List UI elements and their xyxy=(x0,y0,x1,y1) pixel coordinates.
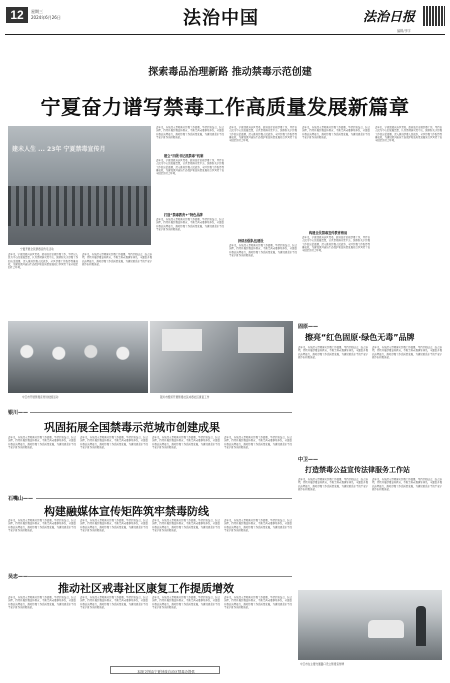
qr-code-icon xyxy=(423,6,445,26)
lead-body-col3b: 近年来，宁夏回族自治区党委、政府高度重视禁毒工作，坚持以人民为中心的发展思想，认真贯彻落实党中央、国务院关于禁毒工作的决策部署，深入推进禁毒人民战争，全区禁毒工作取得显著成效，为建设黄河流域生态保护和高质量发展先行区营造了安全稳定的社会环境。 xyxy=(156,159,224,176)
lead-subhead-1: 建立“四级书记抓禁毒”机制 xyxy=(164,154,204,158)
lead-body-col3c: 近年来，各地深入贯彻落实禁毒工作部署，坚持打防结合、综合治理，持续开展禁毒宣传教育，不断完善戒毒康复体系，全面提升毒品治理能力，推动禁毒工作高质量发展，为建设更高水平的平安宁夏作出积极贡献。 xyxy=(156,218,224,231)
region-label-yinchuan: 银川—— xyxy=(8,410,29,416)
lead-body-col5b: 近年来，宁夏回族自治区党委、政府高度重视禁毒工作，坚持以人民为中心的发展思想，认真贯彻落实党中央、国务院关于禁毒工作的决策部署，深入推进禁毒人民战争，全区禁毒工作取得显著成效，为建设黄河流域生态保护和高质量发展先行区营造了安全稳定的社会环境。 xyxy=(302,236,370,253)
header-rule xyxy=(5,34,445,35)
lead-body-col4b: 近年来，各地深入贯彻落实禁毒工作部署，坚持打防结合、综合治理，持续开展禁毒宣传教育，不断完善戒毒康复体系，全面提升毒品治理能力，推动禁毒工作高质量发展，为建设更高水平的平安宁夏作出积极贡献。 xyxy=(229,244,297,257)
article-body-guyuan-2: 近年来，各地深入贯彻落实禁毒工作部署，坚持打防结合、综合治理，持续开展禁毒宣传教育，不断完善戒毒康复体系，全面提升毒品治理能力，推动禁毒工作高质量发展，为建设更高水平的平安宁夏作出积极贡献。 xyxy=(372,346,442,359)
car-shape xyxy=(368,620,404,638)
article-body-shizuishan-1: 近年来，各地深入贯彻落实禁毒工作部署，坚持打防结合、综合治理，持续开展禁毒宣传教育，不断完善戒毒康复体系，全面提升毒品治理能力，推动禁毒工作高质量发展，为建设更高水平的平安宁夏作出积极贡献。 xyxy=(8,519,76,532)
article-body-guyuan-1: 近年来，各地深入贯彻落实禁毒工作部署，坚持打防结合、综合治理，持续开展禁毒宣传教育，不断完善戒毒康复体系，全面提升毒品治理能力，推动禁毒工作高质量发展，为建设更高水平的平安宁夏作出积极贡献。 xyxy=(298,346,368,359)
article-body-wuzhong-1: 近年来，各地深入贯彻落实禁毒工作部署，坚持打防结合、综合治理，持续开展禁毒宣传教育，不断完善戒毒康复体系，全面提升毒品治理能力，推动禁毒工作高质量发展，为建设更高水平的平安宁夏作出积极贡献。 xyxy=(8,596,76,609)
weekday: 星期三 xyxy=(31,9,43,14)
region-label-shizuishan: 石嘴山—— xyxy=(8,496,34,502)
article-body-yinchuan-4: 近年来，各地深入贯彻落实禁毒工作部署，坚持打防结合、综合治理，持续开展禁毒宣传教育，不断完善戒毒康复体系，全面提升毒品治理能力，推动禁毒工作高质量发展，为建设更高水平的平安宁夏作出积极贡献。 xyxy=(224,436,292,449)
article-title-zhongwei: 打造禁毒公益宣传法律服务工作站 xyxy=(305,466,410,474)
article-body-wuzhong-2: 近年来，各地深入贯彻落实禁毒工作部署，坚持打防结合、综合治理，持续开展禁毒宣传教育，不断完善戒毒康复体系，全面提升毒品治理能力，推动禁毒工作高质量发展，为建设更高水平的平安宁夏作出积极贡献。 xyxy=(80,596,148,609)
photo-left xyxy=(8,321,148,393)
article-body-wuzhong-4: 近年来，各地深入贯彻落实禁毒工作部署，坚持打防结合、综合治理，持续开展禁毒宣传教育，不断完善戒毒康复体系，全面提升毒品治理能力，推动禁毒工作高质量发展，为建设更高水平的平安宁夏作出积极贡献。 xyxy=(224,596,292,609)
article-rule-3 xyxy=(28,576,292,577)
lead-subhead-3: 持续加强队伍建设 xyxy=(238,239,264,243)
lead-headline: 宁夏奋力谱写禁毒工作高质量发展新篇章 xyxy=(40,95,410,119)
article-body-shizuishan-2: 近年来，各地深入贯彻落实禁毒工作部署，坚持打防结合、综合治理，持续开展禁毒宣传教育，不断完善戒毒康复体系，全面提升毒品治理能力，推动禁毒工作高质量发展，为建设更高水平的平安宁夏作出积极贡献。 xyxy=(80,519,148,532)
lead-subhead-2: 打造“禁毒教育+”特色品牌 xyxy=(164,213,203,217)
page-number: 12 xyxy=(6,7,28,23)
lead-photo xyxy=(8,126,151,245)
article-rule-2 xyxy=(36,498,292,499)
lead-photo-caption: 宁夏开展全民禁毒宣传月活动 xyxy=(20,248,54,251)
lead-body-col2: 近年来，各地深入贯彻落实禁毒工作部署，坚持打防结合、综合治理，持续开展禁毒宣传教育，不断完善戒毒康复体系，全面提升毒品治理能力，推动禁毒工作高质量发展，为建设更高水平的平安宁夏作出积极贡献。 xyxy=(82,253,152,266)
article-body-shizuishan-3: 近年来，各地深入贯彻落实禁毒工作部署，坚持打防结合、综合治理，持续开展禁毒宣传教育，不断完善戒毒康复体系，全面提升毒品治理能力，推动禁毒工作高质量发展，为建设更高水平的平安宁夏作出积极贡献。 xyxy=(152,519,220,532)
footer-box xyxy=(110,666,220,674)
lead-subhead-4: 构建全民禁毒宣传教育格局 xyxy=(309,231,348,235)
article-title-yinchuan: 巩固拓展全国禁毒示范城市创建成果 xyxy=(44,421,220,434)
article-rule xyxy=(30,412,292,413)
lead-body-col6: 近年来，宁夏回族自治区党委、政府高度重视禁毒工作，坚持以人民为中心的发展思想，认真贯彻落实党中央、国务院关于禁毒工作的决策部署，深入推进禁毒人民战争，全区禁毒工作取得显著成效，为建设黄河流域生态保护和高质量发展先行区营造了安全稳定的社会环境。 xyxy=(375,126,442,143)
region-label-zhongwei: 中卫—— xyxy=(298,457,319,463)
photo-banner: 建未人生 ... 23年 宁夏禁毒宣传月 xyxy=(12,146,106,153)
crowd-shape xyxy=(8,186,151,226)
bottom-photo-caption: 中卫市在主要交通路口设立禁毒宣传牌 xyxy=(300,663,345,666)
masthead-header xyxy=(5,6,445,40)
article-body-yinchuan-2: 近年来，各地深入贯彻落实禁毒工作部署，坚持打防结合、综合治理，持续开展禁毒宣传教育，不断完善戒毒康复体系，全面提升毒品治理能力，推动禁毒工作高质量发展，为建设更高水平的平安宁夏作出积极贡献。 xyxy=(80,436,148,449)
section-title: 法治中国 xyxy=(183,8,259,29)
screen-shape xyxy=(162,329,202,351)
article-body-zhongwei-2: 近年来，各地深入贯彻落实禁毒工作部署，坚持打防结合、综合治理，持续开展禁毒宣传教育，不断完善戒毒康复体系，全面提升毒品治理能力，推动禁毒工作高质量发展，为建设更高水平的平安宁夏作出积极贡献。 xyxy=(372,478,442,491)
region-label-guyuan: 固原—— xyxy=(298,324,319,330)
lead-body-col1: 近年来，宁夏回族自治区党委、政府高度重视禁毒工作，坚持以人民为中心的发展思想，认真贯彻落实党中央、国务院关于禁毒工作的决策部署，深入推进禁毒人民战争，全区禁毒工作取得显著成效，为建设黄河流域生态保护和高质量发展先行区营造了安全稳定的社会环境。 xyxy=(8,253,78,270)
region-label-wuzhong: 吴忠—— xyxy=(8,574,29,580)
lead-body-col4: 近年来，宁夏回族自治区党委、政府高度重视禁毒工作，坚持以人民为中心的发展思想，认真贯彻落实党中央、国务院关于禁毒工作的决策部署，深入推进禁毒人民战争，全区禁毒工作取得显著成效，为建设黄河流域生态保护和高质量发展先行区营造了安全稳定的社会环境。 xyxy=(229,126,297,143)
photo-right-caption: 银川市组织开展禁毒社区戒毒社区康复工作 xyxy=(160,396,210,399)
lead-kicker: 探索毒品治理新路 推动禁毒示范创建 xyxy=(148,67,312,78)
article-body-zhongwei-1: 近年来，各地深入贯彻落实禁毒工作部署，坚持打防结合、综合治理，持续开展禁毒宣传教育，不断完善戒毒康复体系，全面提升毒品治理能力，推动禁毒工作高质量发展，为建设更高水平的平安宁夏作出积极贡献。 xyxy=(298,478,368,491)
issue-date: 2024年6月26日 xyxy=(31,15,61,20)
article-body-wuzhong-3: 近年来，各地深入贯彻落实禁毒工作部署，坚持打防结合、综合治理，持续开展禁毒宣传教育，不断完善戒毒康复体系，全面提升毒品治理能力，推动禁毒工作高质量发展，为建设更高水平的平安宁夏作出积极贡献。 xyxy=(152,596,220,609)
article-title-shizuishan: 构建融媒体宣传矩阵筑牢禁毒防线 xyxy=(44,505,209,518)
person-shape xyxy=(416,606,426,646)
photo-right xyxy=(150,321,293,393)
article-title-wuzhong: 推动社区戒毒社区康复工作提质增效 xyxy=(58,582,234,595)
lead-body-col3: 近年来，各地深入贯彻落实禁毒工作部署，坚持打防结合、综合治理，持续开展禁毒宣传教育，不断完善戒毒康复体系，全面提升毒品治理能力，推动禁毒工作高质量发展，为建设更高水平的平安宁夏作出积极贡献。 xyxy=(156,126,224,139)
article-body-yinchuan-3: 近年来，各地深入贯彻落实禁毒工作部署，坚持打防结合、综合治理，持续开展禁毒宣传教育，不断完善戒毒康复体系，全面提升毒品治理能力，推动禁毒工作高质量发展，为建设更高水平的平安宁夏作出积极贡献。 xyxy=(152,436,220,449)
article-body-yinchuan-1: 近年来，各地深入贯彻落实禁毒工作部署，坚持打防结合、综合治理，持续开展禁毒宣传教育，不断完善戒毒康复体系，全面提升毒品治理能力，推动禁毒工作高质量发展，为建设更高水平的平安宁夏作出积极贡献。 xyxy=(8,436,76,449)
editor-line: 编辑/李宇 xyxy=(397,29,411,33)
article-body-shizuishan-4: 近年来，各地深入贯彻落实禁毒工作部署，坚持打防结合、综合治理，持续开展禁毒宣传教育，不断完善戒毒康复体系，全面提升毒品治理能力，推动禁毒工作高质量发展，为建设更高水平的平安宁夏作出积极贡献。 xyxy=(224,519,292,532)
article-title-guyuan: 擦亮“红色固原·绿色无毒”品牌 xyxy=(305,333,415,342)
photo-left-caption: 中卫市开展禁毒宣传进校园活动 xyxy=(22,396,59,399)
lead-body-col5: 近年来，各地深入贯彻落实禁毒工作部署，坚持打防结合、综合治理，持续开展禁毒宣传教育，不断完善戒毒康复体系，全面提升毒品治理能力，推动禁毒工作高质量发展，为建设更高水平的平安宁夏作出积极贡献。 xyxy=(302,126,370,139)
screen-shape-2 xyxy=(238,327,284,353)
footer-credit: 本版文图由宁夏回族自治区禁毒办提供 xyxy=(137,669,195,674)
masthead-logo: 法治日报 xyxy=(363,10,416,25)
bottom-right-photo xyxy=(298,590,442,660)
people-shapes xyxy=(14,341,142,376)
lead-column-grid xyxy=(156,126,442,318)
